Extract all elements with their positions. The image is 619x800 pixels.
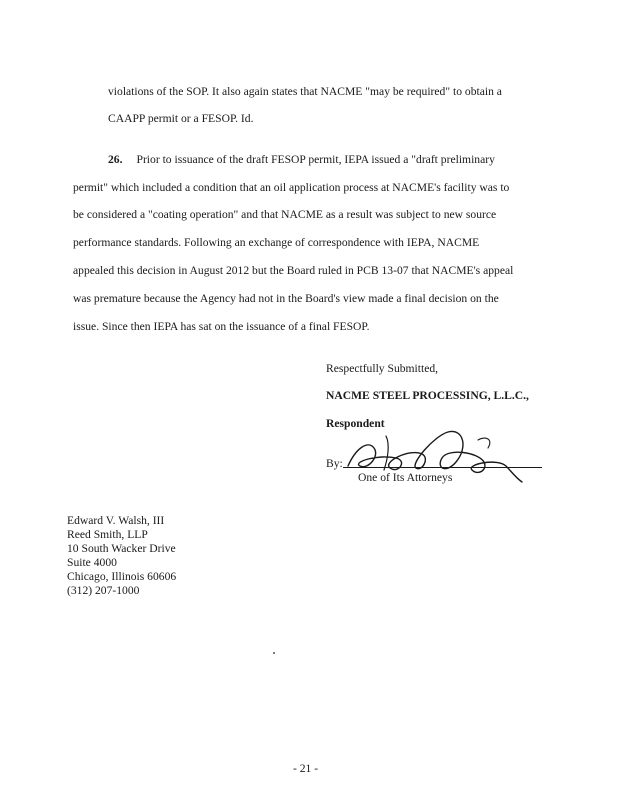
paragraph-26-text-start: Prior to issuance of the draft FESOP permit, IEPA issued a "draft preliminary	[136, 153, 495, 166]
page-number: - 21 -	[293, 762, 319, 775]
scan-speck	[273, 652, 275, 654]
signature-caption: One of Its Attorneys	[358, 471, 453, 484]
company-name: NACME STEEL PROCESSING, L.L.C.,	[326, 389, 529, 402]
paragraph-26-line-6: was premature because the Agency had not in the Board's view made a final decision on the	[73, 292, 499, 305]
attorney-name: Edward V. Walsh, III	[67, 514, 165, 527]
paragraph-26-line-7: issue. Since then IEPA has sat on the issuance of a final FESOP.	[73, 320, 370, 333]
paragraph-26-first-line	[108, 153, 495, 167]
body-line-2: CAAPP permit or a FESOP. Id.	[108, 112, 254, 125]
street-address: 10 South Wacker Drive	[67, 542, 176, 555]
paragraph-26-line-2: permit" which included a condition that an oil application process at NACME's facility was to	[73, 181, 510, 194]
paragraph-26-line-5: appealed this decision in August 2012 but the Board ruled in PCB 13-07 that NACME's appeal	[73, 264, 514, 277]
paragraph-number: 26.	[108, 153, 123, 166]
law-firm: Reed Smith, LLP	[67, 528, 148, 541]
respondent-label: Respondent	[326, 417, 385, 430]
body-line-1: violations of the SOP. It also again states that NACME "may be required" to obtain a	[108, 85, 502, 98]
paragraph-26-line-3: be considered a "coating operation" and that NACME as a result was subject to new source	[73, 208, 497, 221]
phone-number: (312) 207-1000	[67, 584, 140, 597]
suite: Suite 4000	[67, 556, 117, 569]
closing-salutation: Respectfully Submitted,	[326, 362, 439, 375]
by-label: By:	[326, 457, 343, 470]
paragraph-26-line-4: performance standards. Following an exchange of correspondence with IEPA, NACME	[73, 236, 480, 249]
signature-line	[343, 467, 542, 468]
city-state-zip: Chicago, Illinois 60606	[67, 570, 177, 583]
